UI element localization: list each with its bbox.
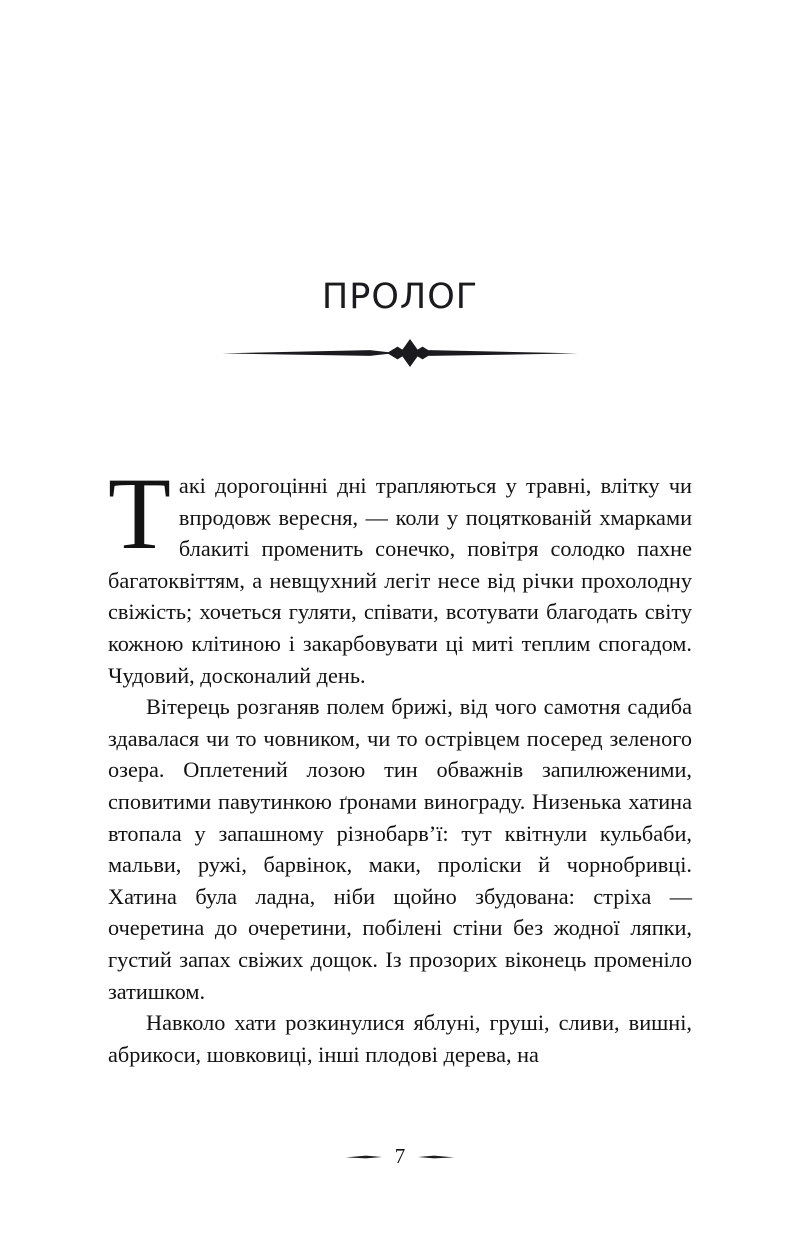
page-footer <box>0 1146 800 1167</box>
chapter-header <box>0 262 800 320</box>
page-number: 7 <box>394 1144 406 1168</box>
tapered-dash-left-icon <box>346 1153 382 1161</box>
diamond-rule-ornament <box>0 336 800 370</box>
tapered-dash-right-icon <box>418 1153 454 1161</box>
paragraph: Такі дорогоцінні дні трапляються у травні, влітку чи впродовж вересня, — коли у поцяткованій хмарками блакиті променить сонечко, повітря солодко пахне багатоквіттям, а невщухний легіт несе від річки прохолодну свіжість; хочеться гуляти, співати, всотувати благодать світу кожною клітиною і закарбовувати ці миті теплим спогадом. Чудовий, досконалий день. <box>108 457 692 688</box>
page-title: пролог <box>321 262 479 320</box>
paragraph: Навколо хати розкинулися яблуні, груші, сливи, вишні, абрикоси, шовковиці, інші плодові дерева, на <box>108 1010 692 1067</box>
body-text <box>108 457 692 1070</box>
paragraph: Вітерець розганяв полем брижі, від чого самотня садиба здавалася чи то човником, чи то острівцем посеред зеленого озера. Оплетений лозою тин обважнів запилюженими, сповитими павутинкою ґронами винограду. Низенька хатина втопала у запашному різнобарв’ї: тут квітнули кульбаби, мальви, ружі, барвінок, маки, проліски й чорнобривці. Хатина була ладна, ніби щойно збудована: стріха — очеретина до очеретини, побілені стіни без жодної ляпки, густий запах свіжих дощок. Із прозорих віконець променіло затишком. <box>108 694 692 1004</box>
